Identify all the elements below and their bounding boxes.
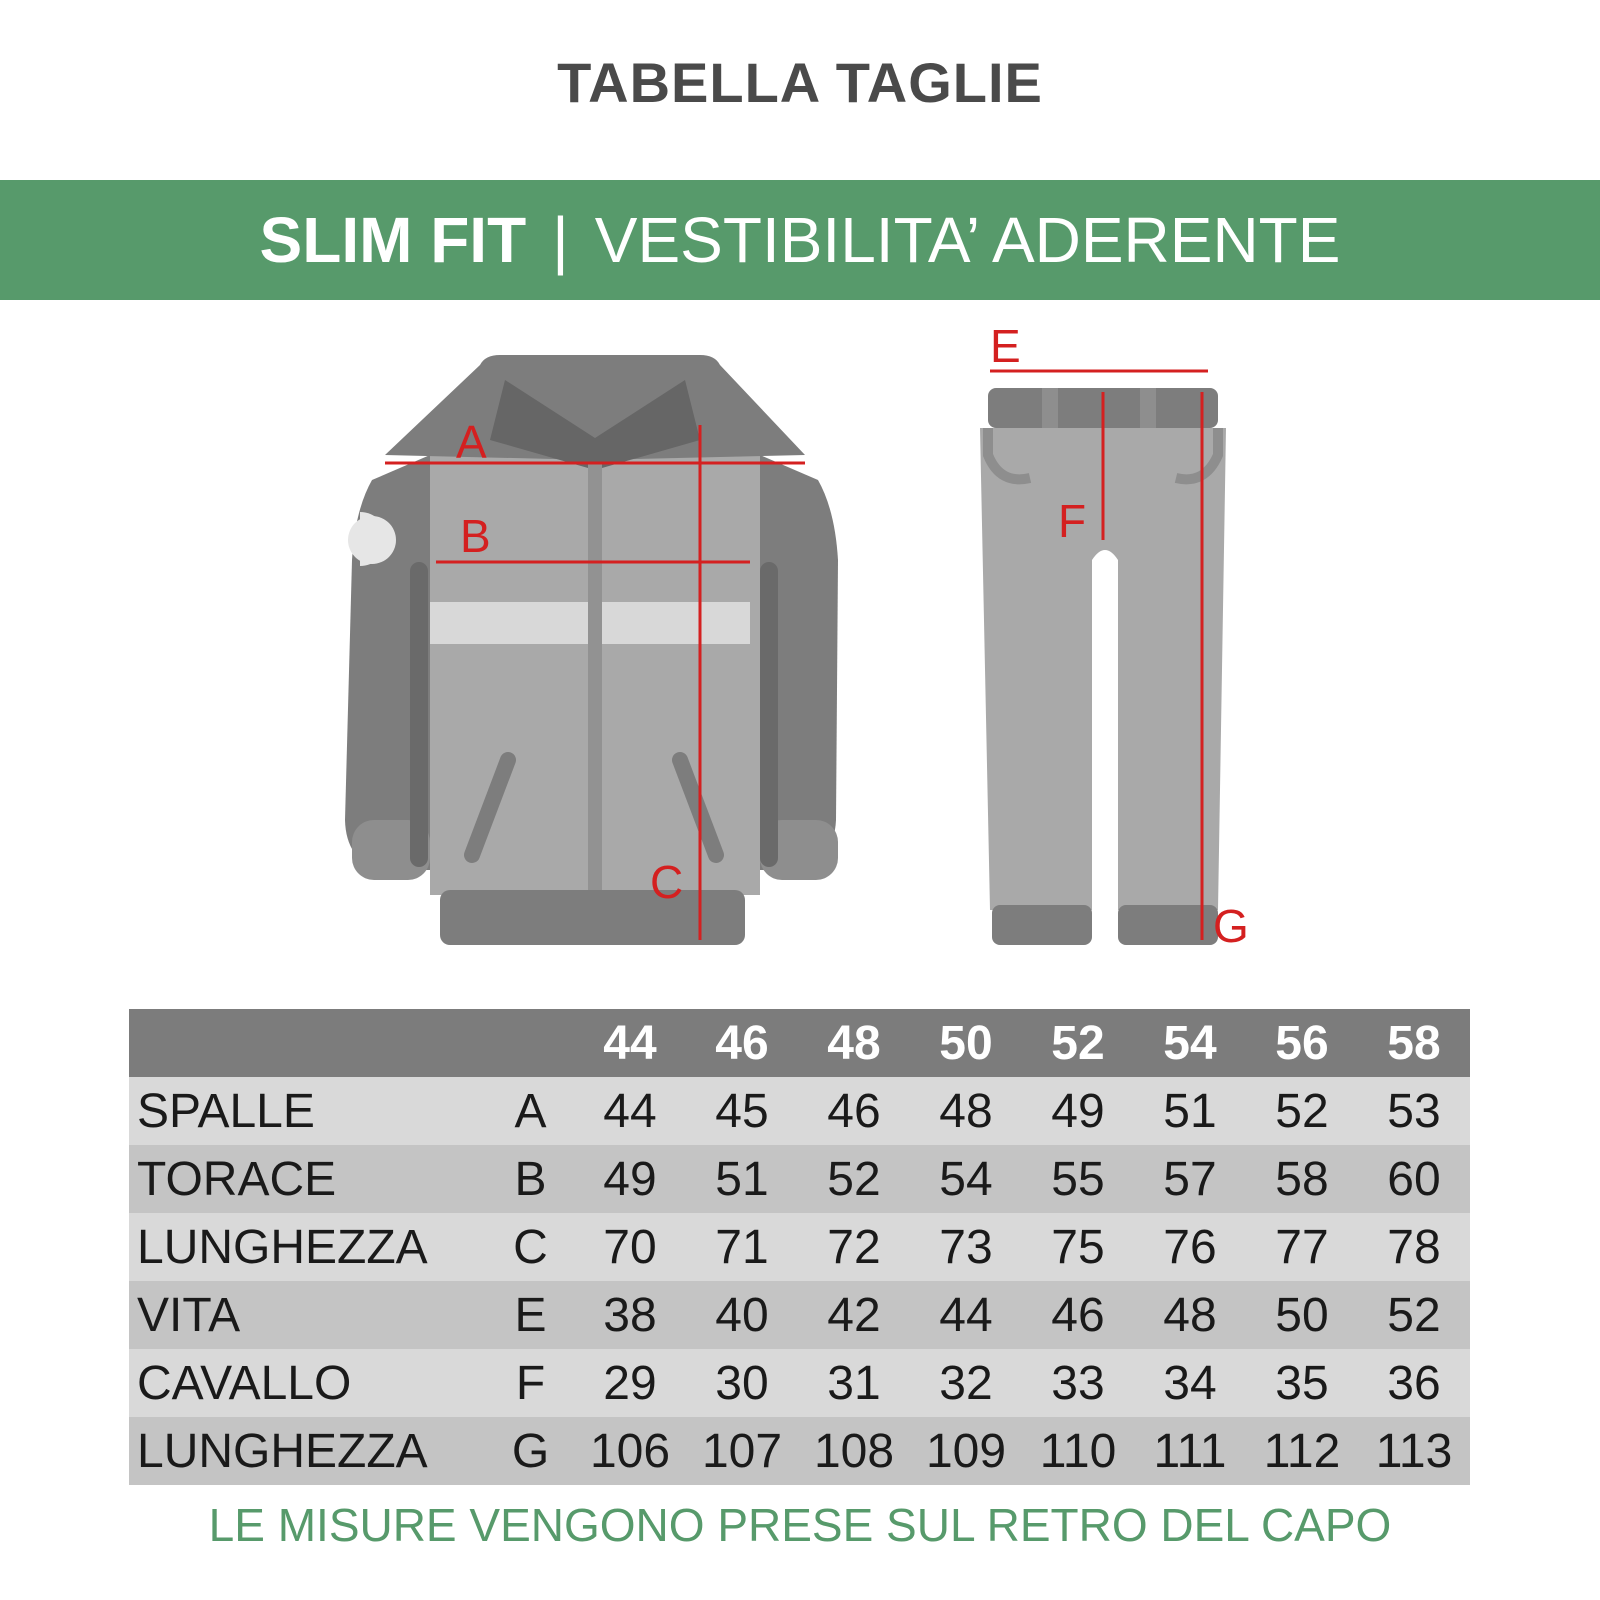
measure-value: 51 bbox=[715, 1152, 769, 1206]
measure-value: 52 bbox=[1275, 1084, 1329, 1138]
size-header: 46 bbox=[715, 1016, 769, 1070]
measure-value: 72 bbox=[827, 1220, 881, 1274]
measure-value: 35 bbox=[1275, 1356, 1329, 1410]
measure-value: 109 bbox=[925, 1424, 1007, 1478]
fit-description: VESTIBILITA’ ADERENTE bbox=[594, 204, 1341, 276]
measure-value: 57 bbox=[1163, 1152, 1217, 1206]
measure-value: 29 bbox=[603, 1356, 657, 1410]
measure-label-f: F bbox=[1058, 495, 1087, 547]
measure-name: LUNGHEZZA bbox=[137, 1424, 428, 1478]
measure-value: 54 bbox=[939, 1152, 993, 1206]
table-row bbox=[129, 1349, 1470, 1417]
measure-label-a: A bbox=[456, 416, 487, 468]
measure-value: 52 bbox=[1387, 1288, 1441, 1342]
pants-left-hem bbox=[992, 905, 1092, 945]
measure-label-g: G bbox=[1213, 900, 1249, 952]
measure-value: 49 bbox=[603, 1152, 657, 1206]
belt-loop bbox=[1140, 388, 1156, 428]
measure-value: 111 bbox=[1153, 1424, 1227, 1478]
size-header: 50 bbox=[939, 1016, 993, 1070]
size-header: 54 bbox=[1163, 1016, 1217, 1070]
table-row bbox=[129, 1281, 1470, 1349]
header-empty bbox=[487, 1009, 574, 1077]
measure-value: 60 bbox=[1387, 1152, 1441, 1206]
measure-value: 107 bbox=[701, 1424, 783, 1478]
measure-label-c: C bbox=[650, 856, 684, 908]
measure-value: 78 bbox=[1387, 1220, 1441, 1274]
measure-value: 32 bbox=[939, 1356, 993, 1410]
measure-name: SPALLE bbox=[137, 1084, 315, 1138]
shoulder-badge-disc bbox=[348, 516, 396, 564]
measure-value: 48 bbox=[939, 1084, 993, 1138]
size-header: 58 bbox=[1387, 1016, 1441, 1070]
measure-name: TORACE bbox=[137, 1152, 337, 1206]
measure-label-e: E bbox=[990, 320, 1021, 372]
banner-separator: | bbox=[552, 204, 569, 276]
measure-value: 110 bbox=[1039, 1424, 1117, 1478]
measure-value: 45 bbox=[715, 1084, 769, 1138]
measure-value: 70 bbox=[603, 1220, 657, 1274]
table-row bbox=[129, 1417, 1470, 1485]
measure-value: 50 bbox=[1275, 1288, 1329, 1342]
measure-value: 31 bbox=[827, 1356, 881, 1410]
size-header: 56 bbox=[1275, 1016, 1329, 1070]
measure-name: VITA bbox=[137, 1288, 241, 1342]
measure-value: 33 bbox=[1051, 1356, 1105, 1410]
measure-value: 108 bbox=[813, 1424, 895, 1478]
measure-value: 76 bbox=[1163, 1220, 1217, 1274]
measure-letter: C bbox=[513, 1220, 548, 1274]
measure-name: CAVALLO bbox=[137, 1356, 352, 1410]
jacket-zipper bbox=[588, 462, 602, 940]
measure-letter: A bbox=[514, 1084, 547, 1138]
measure-value: 106 bbox=[589, 1424, 671, 1478]
size-header-row bbox=[129, 1009, 1470, 1077]
measure-value: 38 bbox=[603, 1288, 657, 1342]
measure-value: 36 bbox=[1387, 1356, 1441, 1410]
measure-value: 55 bbox=[1051, 1152, 1105, 1206]
left-sleeve-seam bbox=[410, 562, 428, 867]
measure-value: 73 bbox=[939, 1220, 993, 1274]
measure-label-b: B bbox=[460, 510, 491, 562]
measure-value: 53 bbox=[1387, 1084, 1441, 1138]
measure-value: 34 bbox=[1163, 1356, 1217, 1410]
measure-value: 42 bbox=[827, 1288, 881, 1342]
garment-diagram bbox=[0, 300, 1600, 980]
measure-value: 30 bbox=[715, 1356, 769, 1410]
right-sleeve-seam bbox=[760, 562, 778, 867]
measure-value: 75 bbox=[1051, 1220, 1105, 1274]
jacket-illustration bbox=[345, 355, 838, 945]
measure-value: 71 bbox=[715, 1220, 769, 1274]
footer-note: LE MISURE VENGONO PRESE SUL RETRO DEL CAPO bbox=[208, 1499, 1392, 1551]
measure-value: 52 bbox=[827, 1152, 881, 1206]
table-row bbox=[129, 1077, 1470, 1145]
size-header: 52 bbox=[1051, 1016, 1105, 1070]
size-table bbox=[129, 1009, 1470, 1485]
measure-letter: F bbox=[515, 1356, 546, 1410]
measure-value: 46 bbox=[1051, 1288, 1105, 1342]
header-empty bbox=[129, 1009, 487, 1077]
measure-value: 49 bbox=[1051, 1084, 1105, 1138]
measure-value: 51 bbox=[1163, 1084, 1217, 1138]
table-row bbox=[129, 1213, 1470, 1281]
page-title: TABELLA TAGLIE bbox=[557, 51, 1043, 114]
measure-value: 40 bbox=[715, 1288, 769, 1342]
measure-value: 48 bbox=[1163, 1288, 1217, 1342]
measure-value: 113 bbox=[1375, 1424, 1453, 1478]
size-header: 48 bbox=[827, 1016, 881, 1070]
measure-letter: B bbox=[514, 1152, 547, 1206]
measure-letter: G bbox=[511, 1424, 550, 1478]
fit-banner bbox=[0, 180, 1600, 300]
size-header: 44 bbox=[603, 1016, 657, 1070]
measure-name: LUNGHEZZA bbox=[137, 1220, 428, 1274]
pants-illustration bbox=[980, 320, 1249, 952]
belt-loop bbox=[1042, 388, 1058, 428]
table-row bbox=[129, 1145, 1470, 1213]
measure-value: 77 bbox=[1275, 1220, 1329, 1274]
measure-value: 46 bbox=[827, 1084, 881, 1138]
fit-name: SLIM FIT bbox=[259, 204, 527, 276]
measure-value: 58 bbox=[1275, 1152, 1329, 1206]
measure-value: 112 bbox=[1263, 1424, 1341, 1478]
measure-value: 44 bbox=[939, 1288, 993, 1342]
measure-value: 44 bbox=[603, 1084, 657, 1138]
measure-letter: E bbox=[514, 1288, 547, 1342]
